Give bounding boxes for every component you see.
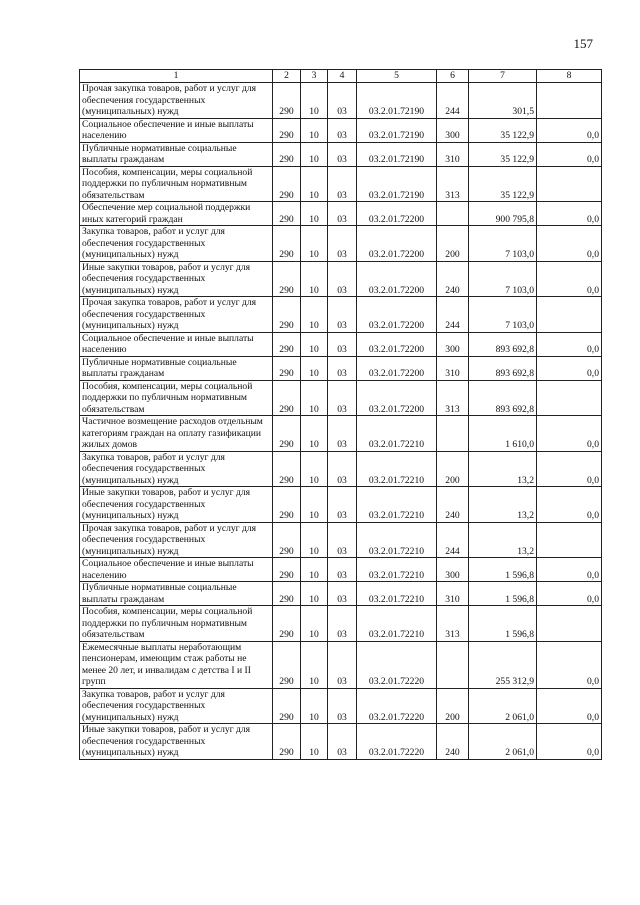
row-section-cell: 10 — [301, 522, 328, 558]
row-section-cell: 10 — [301, 297, 328, 333]
row-expense-type-cell: 310 — [437, 582, 469, 606]
row-name-cell: Частичное возмещение расходов отдельным категориям граждан на оплату газификации жилых домов — [80, 416, 273, 452]
row-expense-type-cell: 240 — [437, 724, 469, 760]
row-code-cell: 290 — [273, 582, 301, 606]
row-target-article-cell: 03.2.01.72200 — [357, 297, 437, 333]
table-row — [80, 724, 602, 760]
row-expense-type-cell: 313 — [437, 606, 469, 642]
row-amount-cell: 1 596,8 — [469, 558, 537, 582]
row-subsection-cell: 03 — [328, 332, 357, 356]
row-name-cell: Пособия, компенсации, меры социальной поддержки по публичным нормативным обязательствам — [80, 380, 273, 416]
row-section-cell: 10 — [301, 487, 328, 523]
row-section-cell: 10 — [301, 261, 328, 297]
row-amount2-cell: 0,0 — [537, 451, 602, 487]
header-cell: 2 — [273, 70, 301, 83]
row-expense-type-cell: 300 — [437, 332, 469, 356]
row-section-cell: 10 — [301, 226, 328, 262]
row-expense-type-cell: 200 — [437, 688, 469, 724]
row-target-article-cell: 03.2.01.72200 — [357, 332, 437, 356]
row-name-cell: Закупка товаров, работ и услуг для обеспечения государственных (муниципальных) нужд — [80, 226, 273, 262]
row-amount-cell: 1 596,8 — [469, 606, 537, 642]
row-amount-cell: 1 610,0 — [469, 416, 537, 452]
row-target-article-cell: 03.2.01.72220 — [357, 724, 437, 760]
table-row — [80, 641, 602, 688]
row-amount-cell: 900 795,8 — [469, 202, 537, 226]
header-cell: 6 — [437, 70, 469, 83]
row-name-cell: Публичные нормативные социальные выплаты гражданам — [80, 356, 273, 380]
row-amount2-cell: 0,0 — [537, 641, 602, 688]
row-subsection-cell: 03 — [328, 356, 357, 380]
row-code-cell: 290 — [273, 261, 301, 297]
row-expense-type-cell: 244 — [437, 297, 469, 333]
row-amount-cell: 35 122,9 — [469, 118, 537, 142]
header-cell: 4 — [328, 70, 357, 83]
row-amount2-cell: 0,0 — [537, 688, 602, 724]
row-subsection-cell: 03 — [328, 142, 357, 166]
row-section-cell: 10 — [301, 118, 328, 142]
row-code-cell: 290 — [273, 332, 301, 356]
row-code-cell: 290 — [273, 226, 301, 262]
row-subsection-cell: 03 — [328, 558, 357, 582]
row-code-cell: 290 — [273, 522, 301, 558]
row-subsection-cell: 03 — [328, 297, 357, 333]
row-section-cell: 10 — [301, 332, 328, 356]
row-code-cell: 290 — [273, 356, 301, 380]
row-code-cell: 290 — [273, 166, 301, 202]
row-target-article-cell: 03.2.01.72210 — [357, 558, 437, 582]
row-name-cell: Прочая закупка товаров, работ и услуг для обеспечения государственных (муниципальных) нужд — [80, 522, 273, 558]
row-expense-type-cell: 300 — [437, 558, 469, 582]
row-section-cell: 10 — [301, 688, 328, 724]
row-subsection-cell: 03 — [328, 606, 357, 642]
row-target-article-cell: 03.2.01.72200 — [357, 202, 437, 226]
row-target-article-cell: 03.2.01.72190 — [357, 142, 437, 166]
table-row — [80, 522, 602, 558]
row-amount2-cell: 0,0 — [537, 202, 602, 226]
row-expense-type-cell: 310 — [437, 142, 469, 166]
row-amount-cell: 1 596,8 — [469, 582, 537, 606]
row-name-cell: Обеспечение мер социальной поддержки иных категорий граждан — [80, 202, 273, 226]
row-name-cell: Прочая закупка товаров, работ и услуг для обеспечения государственных (муниципальных) нужд — [80, 83, 273, 119]
row-amount2-cell: 0,0 — [537, 142, 602, 166]
row-code-cell: 290 — [273, 83, 301, 119]
row-target-article-cell: 03.2.01.72200 — [357, 226, 437, 262]
budget-table — [79, 69, 602, 760]
row-target-article-cell: 03.2.01.72220 — [357, 641, 437, 688]
row-amount-cell: 255 312,9 — [469, 641, 537, 688]
row-target-article-cell: 03.2.01.72210 — [357, 487, 437, 523]
row-target-article-cell: 03.2.01.72210 — [357, 522, 437, 558]
row-subsection-cell: 03 — [328, 688, 357, 724]
header-cell: 1 — [80, 70, 273, 83]
row-expense-type-cell — [437, 202, 469, 226]
row-target-article-cell: 03.2.01.72210 — [357, 416, 437, 452]
row-expense-type-cell: 240 — [437, 487, 469, 523]
table-row — [80, 166, 602, 202]
row-code-cell: 290 — [273, 688, 301, 724]
row-name-cell: Социальное обеспечение и иные выплаты населению — [80, 332, 273, 356]
row-subsection-cell: 03 — [328, 582, 357, 606]
row-subsection-cell: 03 — [328, 261, 357, 297]
table-row — [80, 83, 602, 119]
row-code-cell: 290 — [273, 380, 301, 416]
row-subsection-cell: 03 — [328, 118, 357, 142]
row-target-article-cell: 03.2.01.72210 — [357, 582, 437, 606]
row-amount-cell: 2 061,0 — [469, 688, 537, 724]
row-code-cell: 290 — [273, 487, 301, 523]
row-subsection-cell: 03 — [328, 416, 357, 452]
row-subsection-cell: 03 — [328, 724, 357, 760]
table-row — [80, 202, 602, 226]
row-code-cell: 290 — [273, 606, 301, 642]
row-expense-type-cell: 300 — [437, 118, 469, 142]
table-row — [80, 582, 602, 606]
header-cell: 8 — [537, 70, 602, 83]
row-section-cell: 10 — [301, 451, 328, 487]
row-code-cell: 290 — [273, 558, 301, 582]
row-expense-type-cell — [437, 641, 469, 688]
row-code-cell: 290 — [273, 451, 301, 487]
row-amount-cell: 893 692,8 — [469, 380, 537, 416]
row-amount2-cell — [537, 606, 602, 642]
row-name-cell: Иные закупки товаров, работ и услуг для обеспечения государственных (муниципальных) нужд — [80, 724, 273, 760]
row-name-cell: Публичные нормативные социальные выплаты гражданам — [80, 142, 273, 166]
row-expense-type-cell: 244 — [437, 83, 469, 119]
row-code-cell: 290 — [273, 724, 301, 760]
row-amount2-cell: 0,0 — [537, 558, 602, 582]
table-body — [80, 83, 602, 760]
row-name-cell: Иные закупки товаров, работ и услуг для обеспечения государственных (муниципальных) нужд — [80, 487, 273, 523]
table-row — [80, 688, 602, 724]
row-amount2-cell: 0,0 — [537, 226, 602, 262]
row-target-article-cell: 03.2.01.72190 — [357, 166, 437, 202]
row-amount-cell: 35 122,9 — [469, 142, 537, 166]
row-amount-cell: 35 122,9 — [469, 166, 537, 202]
table-row — [80, 332, 602, 356]
header-cell: 5 — [357, 70, 437, 83]
row-expense-type-cell: 244 — [437, 522, 469, 558]
table-row — [80, 558, 602, 582]
row-target-article-cell: 03.2.01.72210 — [357, 606, 437, 642]
row-section-cell: 10 — [301, 558, 328, 582]
row-code-cell: 290 — [273, 202, 301, 226]
header-cell: 3 — [301, 70, 328, 83]
row-target-article-cell: 03.2.01.72190 — [357, 118, 437, 142]
row-amount-cell: 893 692,8 — [469, 332, 537, 356]
row-name-cell: Иные закупки товаров, работ и услуг для обеспечения государственных (муниципальных) нужд — [80, 261, 273, 297]
row-amount-cell: 7 103,0 — [469, 261, 537, 297]
row-section-cell: 10 — [301, 142, 328, 166]
row-subsection-cell: 03 — [328, 451, 357, 487]
row-amount-cell: 13,2 — [469, 522, 537, 558]
row-subsection-cell: 03 — [328, 83, 357, 119]
row-target-article-cell: 03.2.01.72210 — [357, 451, 437, 487]
row-expense-type-cell: 200 — [437, 226, 469, 262]
table-row — [80, 356, 602, 380]
row-name-cell: Публичные нормативные социальные выплаты гражданам — [80, 582, 273, 606]
row-amount2-cell — [537, 297, 602, 333]
row-code-cell: 290 — [273, 297, 301, 333]
row-target-article-cell: 03.2.01.72200 — [357, 356, 437, 380]
row-amount-cell: 7 103,0 — [469, 226, 537, 262]
row-section-cell: 10 — [301, 356, 328, 380]
row-target-article-cell: 03.2.01.72200 — [357, 380, 437, 416]
row-amount2-cell: 0,0 — [537, 724, 602, 760]
row-amount2-cell — [537, 83, 602, 119]
row-amount2-cell: 0,0 — [537, 356, 602, 380]
row-expense-type-cell: 313 — [437, 166, 469, 202]
row-name-cell: Пособия, компенсации, меры социальной поддержки по публичным нормативным обязательствам — [80, 166, 273, 202]
table-row — [80, 380, 602, 416]
row-code-cell: 290 — [273, 142, 301, 166]
row-section-cell: 10 — [301, 380, 328, 416]
row-amount2-cell — [537, 166, 602, 202]
table-row — [80, 451, 602, 487]
row-section-cell: 10 — [301, 724, 328, 760]
row-section-cell: 10 — [301, 606, 328, 642]
table-row — [80, 606, 602, 642]
row-name-cell: Закупка товаров, работ и услуг для обеспечения государственных (муниципальных) нужд — [80, 688, 273, 724]
row-amount-cell: 301,5 — [469, 83, 537, 119]
row-amount2-cell: 0,0 — [537, 118, 602, 142]
row-section-cell: 10 — [301, 166, 328, 202]
row-amount-cell: 7 103,0 — [469, 297, 537, 333]
row-amount2-cell: 0,0 — [537, 487, 602, 523]
row-name-cell: Закупка товаров, работ и услуг для обеспечения государственных (муниципальных) нужд — [80, 451, 273, 487]
row-expense-type-cell: 240 — [437, 261, 469, 297]
row-section-cell: 10 — [301, 641, 328, 688]
row-section-cell: 10 — [301, 83, 328, 119]
row-amount2-cell: 0,0 — [537, 582, 602, 606]
row-expense-type-cell: 313 — [437, 380, 469, 416]
row-amount-cell: 893 692,8 — [469, 356, 537, 380]
row-amount-cell: 2 061,0 — [469, 724, 537, 760]
table-row — [80, 118, 602, 142]
row-subsection-cell: 03 — [328, 380, 357, 416]
row-subsection-cell: 03 — [328, 202, 357, 226]
row-target-article-cell: 03.2.01.72200 — [357, 261, 437, 297]
row-name-cell: Социальное обеспечение и иные выплаты населению — [80, 118, 273, 142]
row-subsection-cell: 03 — [328, 487, 357, 523]
row-section-cell: 10 — [301, 582, 328, 606]
row-code-cell: 290 — [273, 118, 301, 142]
row-section-cell: 10 — [301, 416, 328, 452]
row-name-cell: Ежемесячные выплаты неработающим пенсионерам, имеющим стаж работы не менее 20 лет, и инвалидам с детства I и II групп — [80, 641, 273, 688]
row-code-cell: 290 — [273, 641, 301, 688]
row-expense-type-cell — [437, 416, 469, 452]
row-subsection-cell: 03 — [328, 641, 357, 688]
row-target-article-cell: 03.2.01.72220 — [357, 688, 437, 724]
header-row — [80, 70, 602, 83]
row-amount2-cell: 0,0 — [537, 261, 602, 297]
table-row — [80, 487, 602, 523]
row-amount2-cell: 0,0 — [537, 332, 602, 356]
row-amount2-cell — [537, 522, 602, 558]
row-subsection-cell: 03 — [328, 226, 357, 262]
row-name-cell: Прочая закупка товаров, работ и услуг для обеспечения государственных (муниципальных) нужд — [80, 297, 273, 333]
table-row — [80, 142, 602, 166]
row-code-cell: 290 — [273, 416, 301, 452]
table-row — [80, 416, 602, 452]
row-amount2-cell — [537, 380, 602, 416]
row-expense-type-cell: 310 — [437, 356, 469, 380]
row-target-article-cell: 03.2.01.72190 — [357, 83, 437, 119]
row-subsection-cell: 03 — [328, 522, 357, 558]
row-subsection-cell: 03 — [328, 166, 357, 202]
table-row — [80, 226, 602, 262]
row-amount-cell: 13,2 — [469, 451, 537, 487]
row-expense-type-cell: 200 — [437, 451, 469, 487]
table-row — [80, 261, 602, 297]
row-name-cell: Социальное обеспечение и иные выплаты населению — [80, 558, 273, 582]
header-cell: 7 — [469, 70, 537, 83]
row-amount2-cell: 0,0 — [537, 416, 602, 452]
page-number: 157 — [573, 36, 593, 51]
row-section-cell: 10 — [301, 202, 328, 226]
table-row — [80, 297, 602, 333]
row-amount-cell: 13,2 — [469, 487, 537, 523]
row-name-cell: Пособия, компенсации, меры социальной поддержки по публичным нормативным обязательствам — [80, 606, 273, 642]
